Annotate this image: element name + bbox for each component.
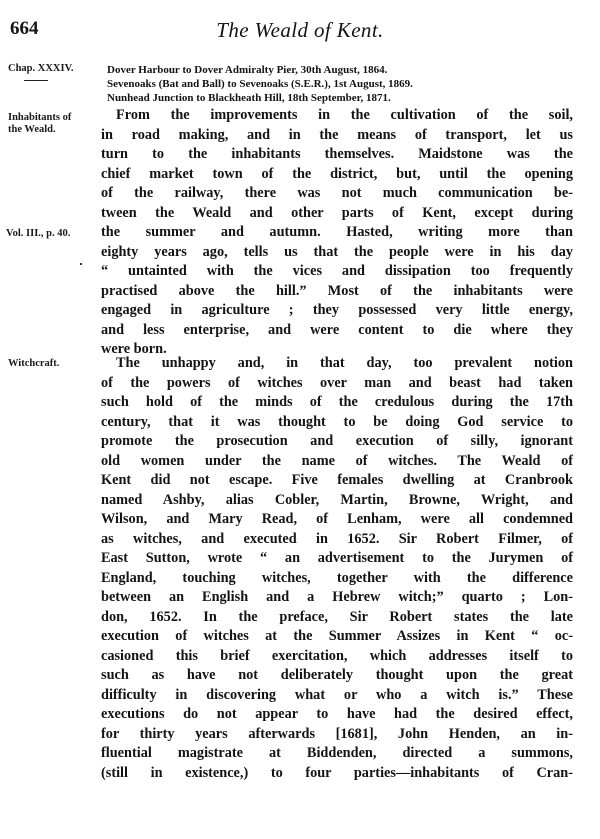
text-line: named Ashby, alias Cobler, Martin, Browne, Wright, and bbox=[101, 491, 573, 508]
page-number: 664 bbox=[10, 18, 39, 39]
text-line: in road making, and in the means of transport, let us bbox=[101, 126, 573, 143]
text-line: practised above the hill.” Most of the inhabitants were bbox=[101, 282, 573, 299]
text-line: don, 1652. In the preface, Sir Robert states the late bbox=[101, 608, 573, 625]
text-line: century, that it was thought to be doing God service to bbox=[101, 413, 573, 430]
text-line: as witches, and executed in 1652. Sir Robert Filmer, of bbox=[101, 530, 573, 547]
text-line: execution of witches at the Summer Assizes in Kent “ oc- bbox=[101, 628, 573, 644]
text-line: turn to the inhabitants themselves. Maidstone was the bbox=[101, 146, 573, 162]
text-line: Wilson, and Mary Read, of Lenham, were all condemned bbox=[101, 511, 573, 527]
sidenote-chapter-label: Chap. XXXIV. bbox=[8, 63, 74, 74]
margin-tick-mark bbox=[80, 263, 82, 265]
date-line: Dover Harbour to Dover Admiralty Pier, 30th August, 1864. bbox=[107, 64, 388, 76]
text-line: fluential magistrate at Biddenden, directed a summons, bbox=[101, 745, 573, 761]
text-line: Kent did not escape. Five females dwelling at Cranbrook bbox=[101, 472, 573, 488]
paragraph-inhabitants bbox=[101, 106, 573, 360]
text-line: casioned this brief exercitation, which addresses itself to bbox=[101, 647, 573, 664]
sidenote-witchcraft bbox=[8, 358, 96, 370]
text-line: England, touching witches, together with the difference bbox=[101, 569, 573, 586]
sidenote-inhabitants bbox=[8, 112, 96, 136]
text-line: executions do not appear to have had the desired effect, bbox=[101, 706, 573, 722]
text-line: of the powers of witches over man and beast had taken bbox=[101, 374, 573, 391]
text-line: for thirty years afterwards [1681], John Henden, an in- bbox=[101, 725, 573, 742]
text-line: of the railway, there was not much communication be- bbox=[101, 185, 573, 201]
text-line: eighty years ago, tells us that the people were in his day bbox=[101, 243, 573, 260]
text-line: chief market town of the district, but, until the opening bbox=[101, 165, 573, 182]
text-line: such as have not deliberately thought upon the great bbox=[101, 667, 573, 683]
running-title: The Weald of Kent. bbox=[216, 18, 384, 42]
sidenote-reference-label: Vol. III., p. 40. bbox=[6, 228, 71, 239]
text-line: From the improvements in the cultivation of the soil, bbox=[116, 107, 573, 123]
chapter-rule bbox=[24, 80, 48, 81]
text-line: tween the Weald and other parts of Kent, except during bbox=[101, 204, 573, 221]
text-line: The unhappy and, in that day, too prevalent notion bbox=[116, 355, 573, 371]
paragraph-witchcraft bbox=[101, 354, 573, 783]
sidenote-chapter bbox=[8, 63, 96, 81]
text-line: East Sutton, wrote “ an advertisement to the Jurymen of bbox=[101, 550, 573, 566]
date-line: Nunhead Junction to Blackheath Hill, 18th September, 1871. bbox=[107, 92, 391, 104]
text-line: engaged in agriculture ; they possessed very little energy, bbox=[101, 302, 573, 318]
text-line: between an English and a Hebrew witch;” quarto ; Lon- bbox=[101, 589, 573, 605]
text-line: “ untainted with the vices and dissipation too frequently bbox=[101, 263, 573, 279]
text-line: were born. bbox=[101, 341, 167, 357]
text-line: such hold of the minds of the credulous during the 17th bbox=[101, 394, 573, 410]
text-line: promote the prosecution and execution of silly, ignorant bbox=[101, 433, 573, 449]
text-line: the summer and autumn. Hasted, writing more than bbox=[101, 224, 573, 240]
sidenote-witchcraft-label: Witchcraft. bbox=[8, 358, 60, 369]
sidenote-reference bbox=[6, 228, 102, 240]
sidenote-inhabitants-line-2: the Weald. bbox=[8, 124, 56, 135]
page-header bbox=[0, 18, 600, 44]
text-line: old women under the name of witches. The Weald of bbox=[101, 452, 573, 469]
railway-dates-block bbox=[101, 63, 573, 105]
date-line: Sevenoaks (Bat and Ball) to Sevenoaks (S.E.R.), 1st August, 1869. bbox=[107, 78, 413, 90]
text-line: and less enterprise, and were content to die where they bbox=[101, 321, 573, 338]
text-line: difficulty in discovering what or who a witch is.” These bbox=[101, 686, 573, 703]
sidenote-inhabitants-line-1: Inhabitants of bbox=[8, 112, 72, 123]
text-line: (still in existence,) to four parties—inhabitants of Cran- bbox=[101, 764, 573, 781]
